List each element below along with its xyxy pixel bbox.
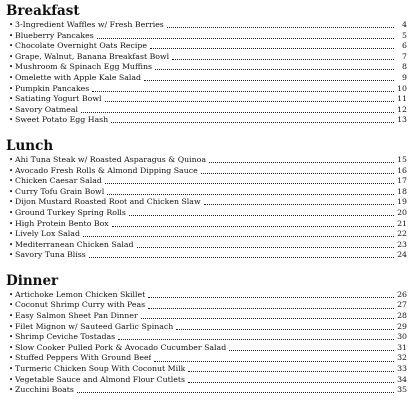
dot-leader [111,121,394,123]
bullet-icon: • [9,84,14,93]
bullet-icon: • [9,333,14,342]
bullet-icon: • [9,354,14,363]
page-number: 28 [397,311,407,321]
toc-entry[interactable] [9,300,407,311]
entry-title: Vegetable Sauce and Almond Flour Cutlets [15,374,185,384]
bullet-icon: • [9,251,14,260]
toc-entry[interactable] [9,105,407,116]
dot-leader [188,381,394,383]
dot-leader [81,111,394,113]
page-number: 8 [402,62,407,72]
page-number: 4 [402,20,407,29]
dot-leader [148,296,394,298]
dot-leader [148,307,394,309]
bullet-icon: • [9,301,14,310]
section-lunch [6,138,407,261]
bullet-icon: • [9,208,14,217]
toc-entry[interactable] [9,364,407,375]
entry-title: Satiating Yogurt Bowl [15,94,102,104]
entry-title: Zucchini Boats [15,385,74,395]
page-number: 30 [397,332,407,342]
page-number: 12 [397,104,407,114]
bullet-icon: • [9,187,14,196]
dot-leader [155,68,394,70]
dot-leader [172,58,394,60]
entry-title: Shrimp Ceviche Tostadas [15,332,116,342]
dot-leader [150,47,394,49]
page-number: 13 [397,115,407,125]
bullet-icon: • [9,52,14,61]
dot-leader [92,90,394,92]
dot-leader [141,317,394,319]
toc-entry[interactable] [9,353,407,364]
dot-leader [105,100,395,102]
dot-leader [144,79,394,81]
entry-title: 3-Ingredient Waffles w/ Fresh Berries [15,20,164,29]
dot-leader [229,349,394,351]
dot-leader [77,391,394,393]
page-number: 11 [397,94,407,104]
dot-leader [176,328,394,330]
entry-title: Chocolate Overnight Oats Recipe [15,41,147,51]
bullet-icon: • [9,31,14,40]
entry-title: Ahi Tuna Steak w/ Roasted Asparagus & Quinoa [15,154,206,164]
entry-title: Turmeric Chicken Soup With Coconut Milk [15,364,186,374]
toc-entry[interactable] [9,73,407,84]
page-number: 16 [397,165,407,175]
entry-title: High Protein Bento Box [15,218,109,228]
toc-entry[interactable] [9,41,407,52]
toc-entry[interactable] [9,343,407,354]
entry-title: Mushroom & Spinach Egg Muffins [15,62,153,72]
section-title: Breakfast [6,3,80,19]
toc-entry[interactable] [9,290,407,301]
toc-entry[interactable] [9,208,407,219]
entry-title: Coconut Shrimp Curry with Peas [15,300,146,310]
dot-leader [89,256,394,258]
bullet-icon: • [9,105,14,114]
bullet-icon: • [9,365,14,374]
page-number: 9 [402,72,407,82]
entry-title: Grape, Walnut, Banana Breakfast Bowl [15,51,170,61]
page-number: 20 [397,207,407,217]
toc-entry[interactable] [9,240,407,251]
dot-leader [154,360,394,362]
dot-leader [129,214,394,216]
section-breakfast [6,3,407,126]
page-number: 24 [397,250,407,260]
page-number: 10 [397,83,407,93]
bullet-icon: • [9,63,14,72]
toc-entry[interactable] [9,385,407,396]
dot-leader [137,246,394,248]
page-number: 33 [397,364,407,374]
dot-leader [107,193,394,195]
entry-title: Sweet Potato Egg Hash [15,115,109,125]
page-number: 18 [397,186,407,196]
entry-title: Curry Tofu Grain Bowl [15,186,105,196]
bullet-icon: • [9,198,14,207]
toc-entry[interactable] [9,176,407,187]
dot-leader [201,172,394,174]
dot-leader [83,235,394,237]
bullet-icon: • [9,166,14,175]
entry-title: Lively Lox Salad [15,229,80,239]
entry-list [6,290,407,396]
bullet-icon: • [9,240,14,249]
page-number: 6 [402,41,407,51]
page-number: 34 [397,374,407,384]
toc-entry[interactable] [9,311,407,322]
section-title: Lunch [6,137,54,154]
entry-title: Mediterranean Chicken Salad [15,239,134,249]
section-title: Dinner [6,272,59,289]
toc-entry[interactable] [9,322,407,333]
bullet-icon: • [9,230,14,239]
page-number: 22 [397,229,407,239]
page-number: 35 [397,385,407,395]
page-number: 26 [397,289,407,299]
bullet-icon: • [9,73,14,82]
page-number: 23 [397,239,407,249]
dot-leader [209,161,394,163]
toc-entry[interactable] [9,375,407,386]
dot-leader [188,370,394,372]
entry-title: Pumpkin Pancakes [15,83,90,93]
entry-title: Dijon Mustard Roasted Root and Chicken Slaw [15,197,201,207]
bullet-icon: • [9,343,14,352]
entry-title: Omelette with Apple Kale Salad [15,72,142,82]
dot-leader [204,203,394,205]
entry-title: Blueberry Pancakes [15,30,94,40]
page-number: 17 [397,176,407,186]
bullet-icon: • [9,21,14,29]
entry-list [6,20,407,126]
toc-entry[interactable] [9,94,407,105]
dot-leader [167,26,394,28]
toc-entry[interactable] [9,187,407,198]
toc-entry[interactable] [9,229,407,240]
bullet-icon: • [9,116,14,125]
toc-entry[interactable] [9,166,407,177]
entry-title: Filet Mignon w/ Sauteed Garlic Spinach [15,321,174,331]
entry-title: Chicken Caesar Salad [15,176,102,186]
toc-entry[interactable] [9,52,407,63]
entry-title: Slow Cooker Pulled Pork & Avocado Cucumber Salad [15,342,227,352]
bullet-icon: • [9,290,14,299]
dot-leader [97,37,394,39]
toc-entry[interactable] [9,62,407,73]
entry-title: Avocado Fresh Rolls & Almond Dipping Sauce [15,165,198,175]
page-number: 29 [397,321,407,331]
dot-leader [105,182,394,184]
entry-title: Ground Turkey Spring Rolls [15,207,126,217]
entry-title: Easy Salmon Sheet Pan Dinner [15,311,138,321]
bullet-icon: • [9,375,14,384]
page-number: 7 [402,51,407,61]
bullet-icon: • [9,312,14,321]
bullet-icon: • [9,219,14,228]
toc-entry[interactable] [9,197,407,208]
dot-leader [118,338,394,340]
toc-entry[interactable] [9,155,407,166]
page-number: 5 [402,30,407,40]
toc-entry[interactable] [9,332,407,343]
page-number: 19 [397,197,407,207]
entry-list [6,155,407,261]
toc-entry[interactable] [9,84,407,95]
entry-title: Savory Tuna Bliss [15,250,86,260]
entry-title: Savory Oatmeal [15,104,79,114]
page-number: 15 [397,154,407,164]
bullet-icon: • [9,95,14,104]
toc-entry[interactable] [9,219,407,230]
toc-entry[interactable] [9,250,407,261]
bullet-icon: • [9,155,14,164]
bullet-icon: • [9,42,14,51]
bullet-icon: • [9,322,14,331]
page-number: 27 [397,300,407,310]
bullet-icon: • [9,386,14,395]
toc-entry[interactable] [9,115,407,126]
section-dinner [6,273,407,396]
bullet-icon: • [9,177,14,186]
entry-title: Artichoke Lemon Chicken Skillet [15,289,146,299]
toc-entry[interactable] [9,31,407,42]
page-number: 21 [397,218,407,228]
dot-leader [112,225,394,227]
toc-entry[interactable] [9,20,407,31]
page-number: 31 [397,342,407,352]
page-number: 32 [397,353,407,363]
entry-title: Stuffed Peppers With Ground Beef [15,353,152,363]
